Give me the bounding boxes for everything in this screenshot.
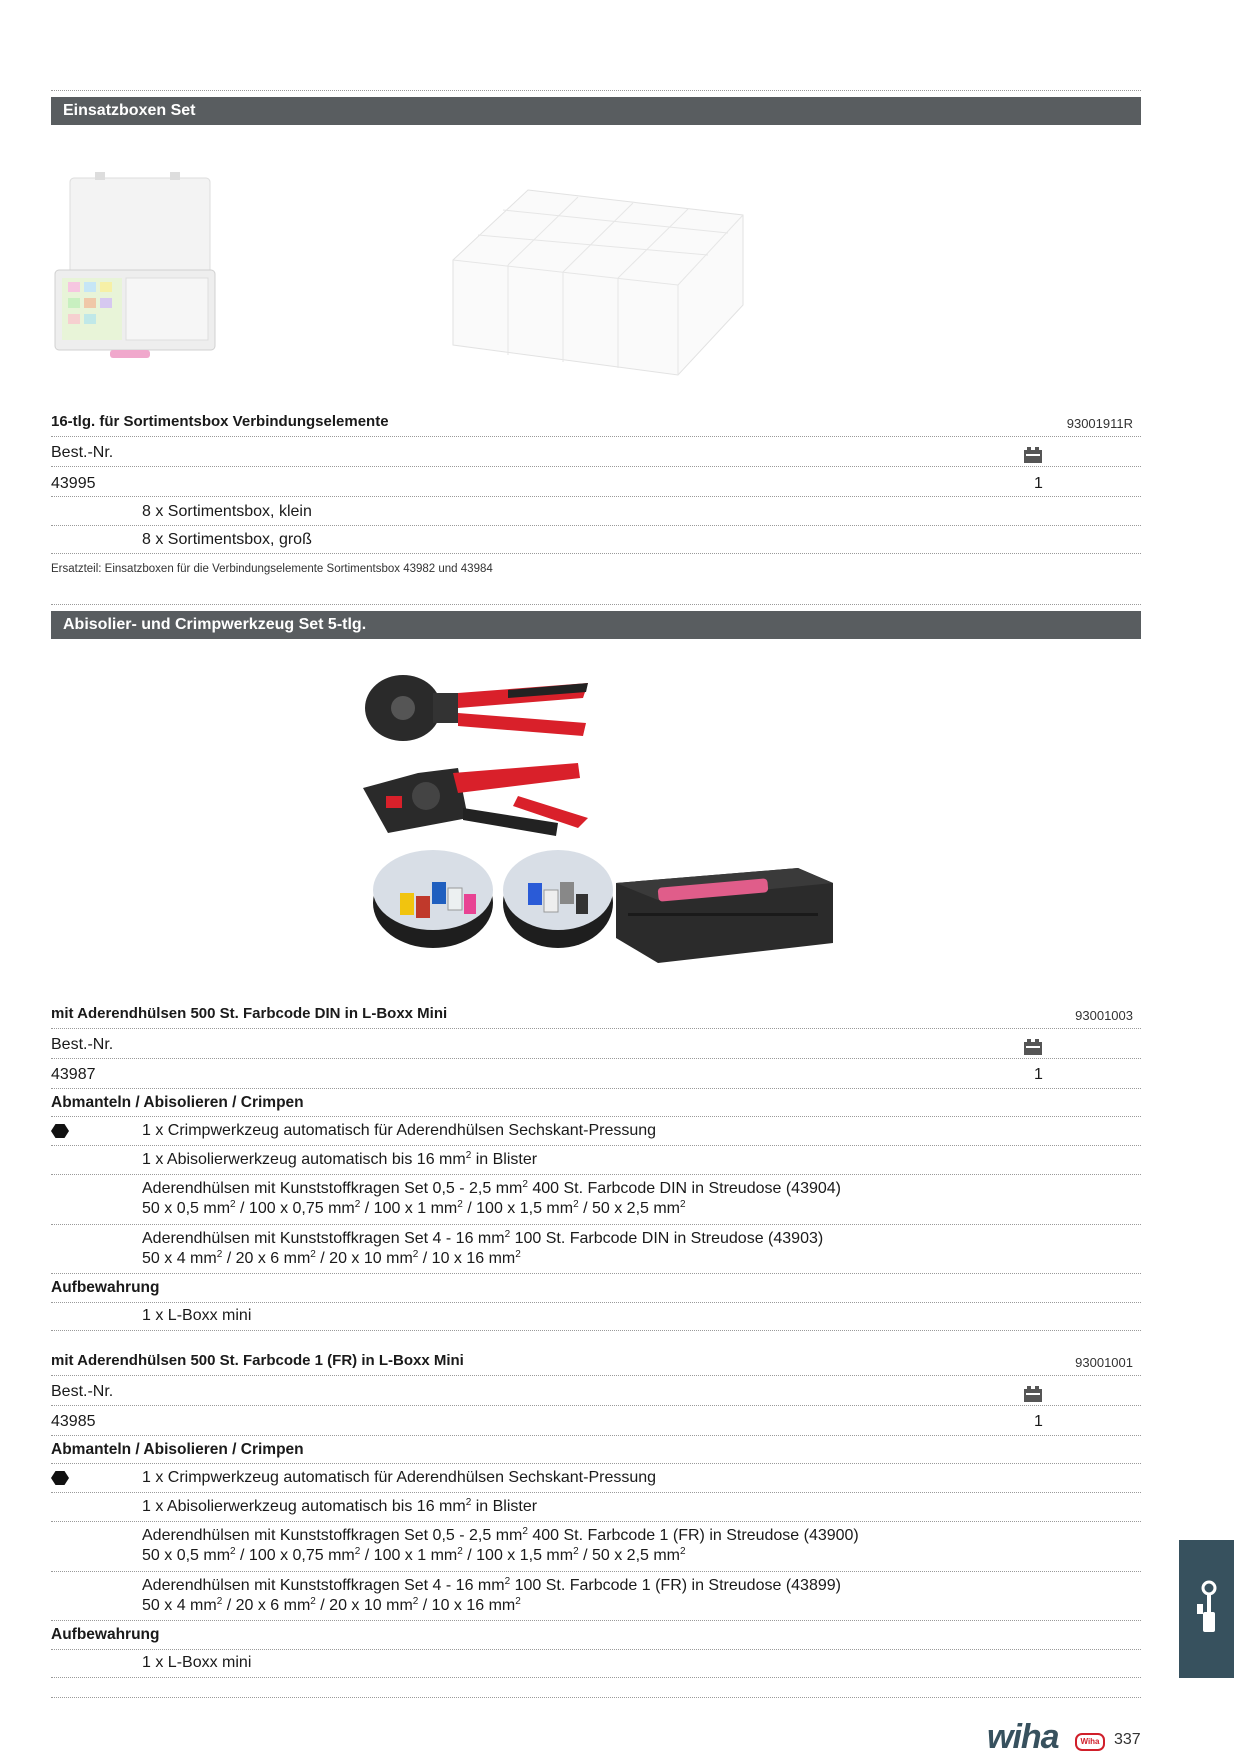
package-icon (1023, 1385, 1043, 1403)
section-header-einsatzboxen: Einsatzboxen Set (51, 97, 1141, 125)
list-item: Aderendhülsen mit Kunststoffkragen Set 0,5 - 2,5 $mm^2$ 400 St. Farbcode 1 (FR) in Streudose (43900) (142, 1526, 859, 1544)
list-item: 1 x Abisolierwerkzeug automatisch bis 16 $mm^2$ in Blister (142, 1497, 538, 1515)
hexagon-icon (51, 1124, 69, 1138)
size-list: 50 x 0,5 $mm^2 / 100$ x 0,75 $mm^2 / 100$ x 1 $mm^2 / 100$ x 1,5 $mm^2 / 50$ x 2,5 $mm^2$ (142, 1546, 686, 1564)
product-name: mit Aderendhülsen 500 St. Farbcode 1 (FR) in L-Boxx Mini (51, 1352, 464, 1369)
group-heading: Abmanteln / Abisolieren / Crimpen (51, 1094, 304, 1111)
list-item: 1 x Abisolierwerkzeug automatisch bis 16 $mm^2$ in Blister (142, 1150, 538, 1168)
order-label: Best.-Nr. (51, 1383, 114, 1400)
product-name: mit Aderendhülsen 500 St. Farbcode DIN in L-Boxx Mini (51, 1005, 448, 1022)
einsatzboxen-image (448, 185, 748, 380)
size-list: 50 x 4 $mm^2 / 20$ x 6 $mm^2 / 20$ x 10 $mm^2 / 10$ x 16 $mm^2$ (142, 1596, 521, 1614)
list-item: 8 x Sortimentsbox, klein (142, 503, 312, 520)
order-label: Best.-Nr. (51, 444, 114, 461)
list-item: 1 x L-Boxx mini (142, 1654, 252, 1671)
package-icon (1023, 446, 1043, 464)
article-number: 93001911R (1066, 416, 1133, 431)
order-number: 43987 (51, 1066, 96, 1083)
hexagon-icon (51, 1471, 69, 1485)
quantity: 1 (1034, 1413, 1043, 1430)
list-item: Aderendhülsen mit Kunststoffkragen Set 4 - 16 $mm^2$ 100 St. Farbcode DIN in Streudose (43903) (142, 1229, 824, 1247)
article-number: 93001003 (1075, 1008, 1133, 1023)
article-number: 93001001 (1075, 1355, 1133, 1370)
quantity: 1 (1034, 475, 1043, 492)
product-note: Ersatzteil: Einsatzboxen für die Verbindungselemente Sortimentsbox 43982 und 43984 (51, 563, 493, 575)
group-heading: Aufbewahrung (51, 1626, 160, 1643)
page-number: 337 (1114, 1731, 1141, 1748)
size-list: 50 x 0,5 $mm^2 / 100$ x 0,75 $mm^2 / 100$ x 1 $mm^2 / 100$ x 1,5 $mm^2 / 50$ x 2,5 $mm^2$ (142, 1199, 686, 1217)
brand-logo: wiha (987, 1718, 1059, 1756)
crimpset-image (358, 668, 838, 968)
list-item: 1 x Crimpwerkzeug automatisch für Aderendhülsen Sechskant-Pressung (142, 1122, 657, 1139)
chapter-tab[interactable] (1179, 1540, 1234, 1678)
product-name: 16-tlg. für Sortimentsbox Verbindungselemente (51, 413, 389, 430)
list-item: 1 x Crimpwerkzeug automatisch für Aderendhülsen Sechskant-Pressung (142, 1469, 657, 1486)
quantity: 1 (1034, 1066, 1043, 1083)
order-number: 43985 (51, 1413, 96, 1430)
sortimentsbox-image (50, 170, 225, 365)
brand-badge: Wiha (1075, 1733, 1105, 1751)
size-list: 50 x 4 $mm^2 / 20$ x 6 $mm^2 / 20$ x 10 $mm^2 / 10$ x 16 $mm^2$ (142, 1249, 521, 1267)
section-header-crimpset: Abisolier- und Crimpwerkzeug Set 5-tlg. (51, 611, 1141, 639)
package-icon (1023, 1038, 1043, 1056)
order-label: Best.-Nr. (51, 1036, 114, 1053)
group-heading: Aufbewahrung (51, 1279, 160, 1296)
list-item: 8 x Sortimentsbox, groß (142, 531, 312, 548)
group-heading: Abmanteln / Abisolieren / Crimpen (51, 1441, 304, 1458)
order-number: 43995 (51, 475, 96, 492)
list-item: 1 x L-Boxx mini (142, 1307, 252, 1324)
crimp-tool-icon (1193, 1580, 1221, 1638)
list-item: Aderendhülsen mit Kunststoffkragen Set 4 - 16 $mm^2$ 100 St. Farbcode 1 (FR) in Streudose (43899) (142, 1576, 841, 1594)
list-item: Aderendhülsen mit Kunststoffkragen Set 0,5 - 2,5 $mm^2$ 400 St. Farbcode DIN in Streudose (43904) (142, 1179, 841, 1197)
